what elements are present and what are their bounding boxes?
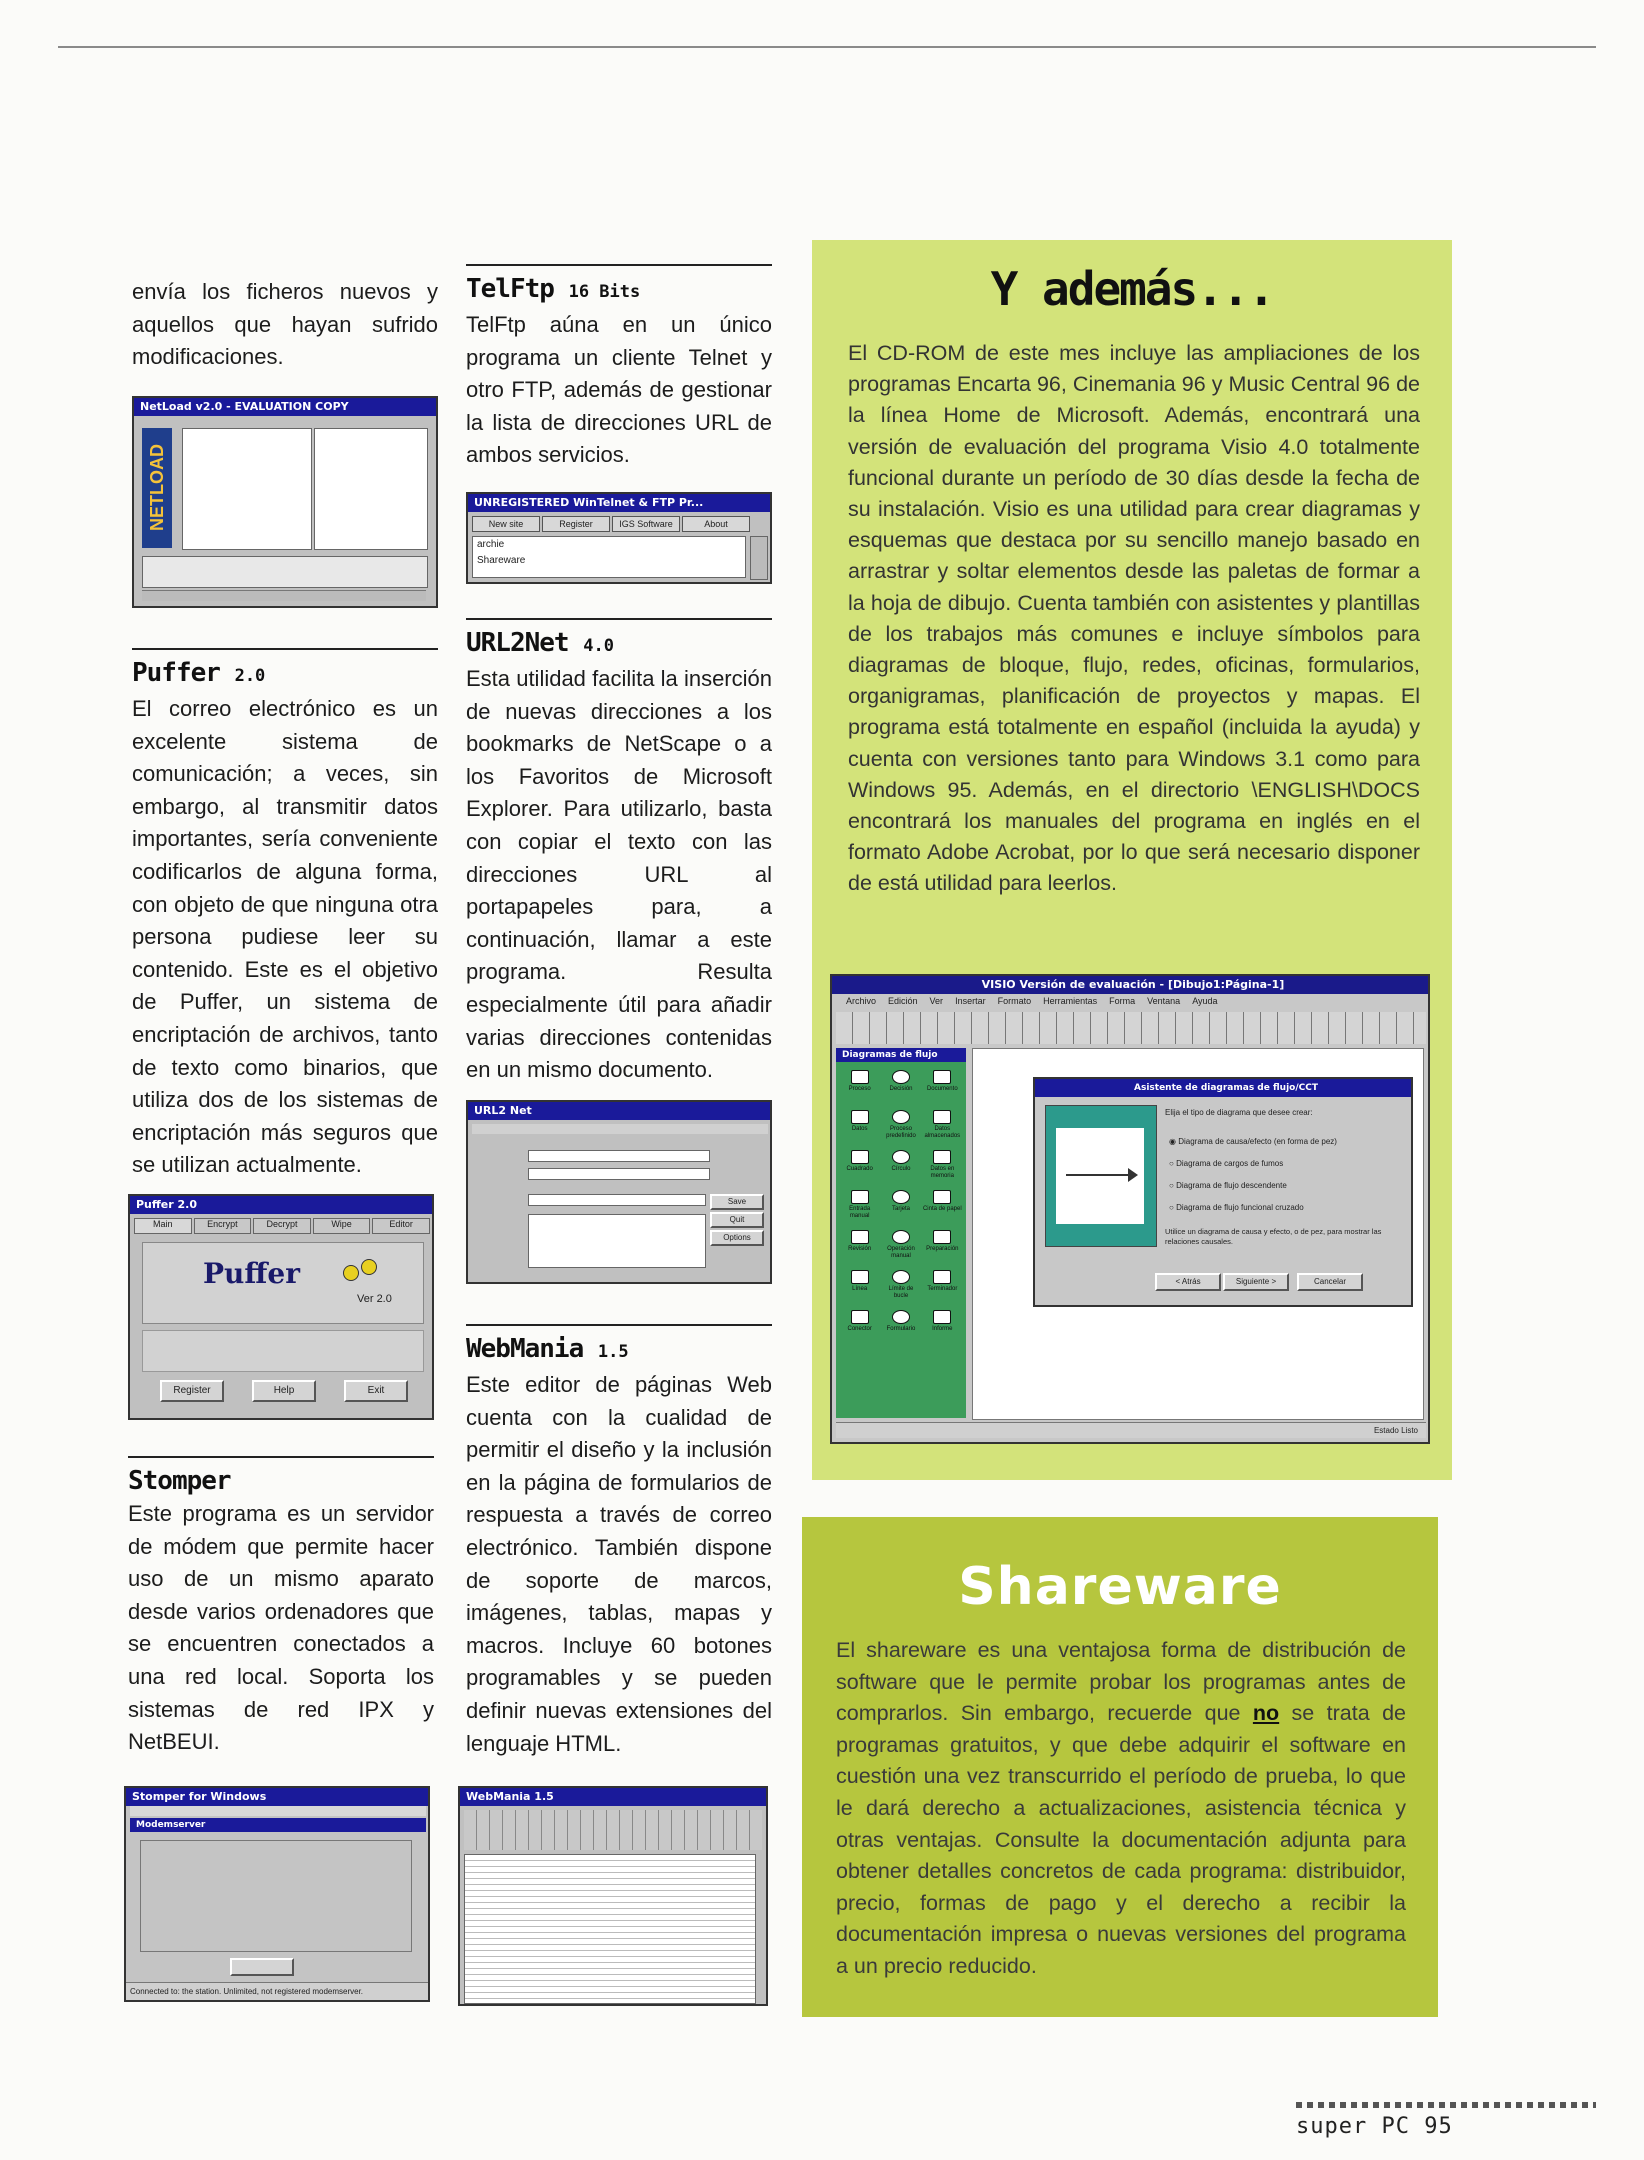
puffer-heading [132, 656, 438, 693]
visio-shape-item[interactable] [840, 1308, 879, 1342]
visio-wizard-dialog [1033, 1077, 1413, 1307]
shape-icon [933, 1270, 951, 1284]
telftp-heading [466, 272, 772, 309]
puffer-register-button[interactable]: Register [160, 1380, 224, 1402]
netload-options [142, 556, 428, 588]
visio-wizard-titlebar: Asistente de diagramas de flujo/CCT [1035, 1079, 1411, 1097]
visio-shape-item[interactable] [840, 1228, 879, 1262]
url2net-description-field[interactable] [528, 1214, 706, 1268]
stomper-section [128, 1456, 434, 1759]
url2net-heading [466, 626, 772, 663]
shareware-paragraph [836, 1635, 1406, 1983]
telftp-section [466, 264, 772, 472]
shape-label: Terminador [927, 1286, 958, 1292]
url2net-save-button[interactable]: Save [710, 1194, 764, 1210]
webmania-screenshot [458, 1786, 768, 2006]
puffer-tab-wipe[interactable]: Wipe [313, 1218, 371, 1234]
visio-shape-item[interactable] [840, 1268, 879, 1302]
shape-icon [851, 1310, 869, 1324]
url2net-bookmark-file-field[interactable] [528, 1150, 710, 1162]
visio-shape-item[interactable] [881, 1308, 920, 1342]
shape-label: Proceso [848, 1086, 871, 1092]
puffer-titlebar: Puffer 2.0 [130, 1196, 432, 1214]
telnet-igs-button[interactable]: IGS Software [612, 516, 680, 532]
visio-status-estado: Estado [1373, 1426, 1399, 1435]
visio-shape-item[interactable] [923, 1148, 962, 1182]
shape-label: Revisión [848, 1246, 872, 1252]
ademas-box [812, 240, 1452, 1480]
visio-option-causa-efecto[interactable]: ◉ Diagrama de causa/efecto (en forma de pez) [1169, 1137, 1337, 1146]
netload-logo: NETLOAD [142, 428, 172, 548]
puffer-tab-editor[interactable]: Editor [372, 1218, 430, 1234]
puffer-eyes-icon [343, 1265, 383, 1281]
netload-tabs [142, 590, 426, 601]
visio-option-causa-efecto-label: Diagrama de causa/efecto (en forma de pez) [1178, 1137, 1337, 1146]
puffer-heading-version: 2.0 [234, 666, 266, 686]
shareware-text-before: El shareware es una ventajosa forma de distribución de software que le permite probar los programas antes de comprarlos. Sin embargo, recuerde que [836, 1638, 1406, 1726]
visio-menu-ventana[interactable]: Ventana [1147, 996, 1181, 1006]
visio-menu-forma[interactable]: Forma [1109, 996, 1136, 1006]
visio-option-cruzado[interactable]: ○ Diagrama de flujo funcional cruzado [1169, 1203, 1304, 1212]
visio-shape-item[interactable] [923, 1068, 962, 1102]
visio-shape-item[interactable] [881, 1268, 920, 1302]
visio-shape-item[interactable] [881, 1148, 920, 1182]
telftp-heading-name: TelFtp [466, 274, 554, 304]
webmania-heading-version: 1.5 [597, 1342, 629, 1362]
puffer-tab-strip [134, 1218, 430, 1234]
shape-label: Preparación [926, 1246, 959, 1252]
url2net-rule [466, 618, 772, 620]
visio-shape-item[interactable] [923, 1188, 962, 1222]
visio-shape-item[interactable] [923, 1108, 962, 1142]
visio-menu-edicion[interactable]: Edición [888, 996, 918, 1006]
puffer-copyright-area [142, 1330, 424, 1372]
telnet-register-button[interactable]: Register [542, 516, 610, 532]
visio-wizard-prompt: Elija el tipo de diagrama que desee crear: [1165, 1108, 1313, 1117]
stomper-panel-title: Modemserver [130, 1818, 426, 1832]
visio-status-listo: Listo [1401, 1426, 1418, 1435]
shape-icon [892, 1110, 910, 1124]
stomper-status-group [140, 1840, 412, 1952]
shape-icon [892, 1190, 910, 1204]
top-rule [58, 46, 1596, 48]
visio-menubar [836, 996, 1426, 1010]
shape-icon [933, 1110, 951, 1124]
visio-screenshot [830, 974, 1430, 1444]
telnet-toolbar [472, 516, 750, 532]
shape-label: Documento [926, 1086, 958, 1092]
fishbone-icon [1056, 1128, 1144, 1224]
shareware-box [802, 1517, 1438, 2017]
telftp-paragraph: TelFtp aúna en un único programa un cliente Telnet y otro FTP, además de gestionar la lista de direcciones URL de ambos servicios. [466, 312, 772, 468]
webmania-heading-name: WebMania [466, 1334, 584, 1364]
shape-label: Decisión [889, 1086, 913, 1092]
telnet-screenshot [466, 492, 772, 584]
webmania-editor[interactable] [464, 1854, 756, 2004]
shape-label: Tarjeta [891, 1206, 910, 1212]
netload-tree [182, 428, 312, 550]
shape-icon [892, 1070, 910, 1084]
shape-label: Formulario [886, 1326, 916, 1332]
visio-stencil-title: Diagramas de flujo [836, 1048, 966, 1062]
shape-label: Línea [852, 1286, 868, 1292]
column-1-intro [132, 276, 438, 374]
puffer-tab-decrypt[interactable]: Decrypt [253, 1218, 311, 1234]
visio-shape-item[interactable] [881, 1108, 920, 1142]
shape-icon [851, 1110, 869, 1124]
stomper-statusbar: Connected to: the station. Unlimited, not registered modemserver. [126, 1982, 430, 2001]
netload-titlebar: NetLoad v2.0 - EVALUATION COPY [134, 398, 436, 416]
visio-option-cargos-label: Diagrama de cargos de fumos [1176, 1159, 1284, 1168]
url2net-heading-name: URL2Net [466, 628, 569, 658]
puffer-section [132, 648, 438, 1182]
telnet-site-shareware[interactable]: Shareware [477, 555, 526, 566]
stomper-rule [128, 1456, 434, 1458]
visio-shape-item[interactable] [923, 1228, 962, 1262]
shape-label: Operación manual [887, 1246, 915, 1259]
shape-label: Círculo [891, 1166, 911, 1172]
visio-next-button[interactable]: Siguiente > [1223, 1273, 1289, 1291]
webmania-section [466, 1324, 772, 1760]
visio-menu-formato[interactable]: Formato [997, 996, 1032, 1006]
puffer-screenshot [128, 1194, 434, 1420]
puffer-paragraph: El correo electrónico es un excelente sistema de comunicación; a veces, sin embargo, al transmitir datos importantes, sería conveniente codificarlos de alguna forma, con objeto de que ninguna otra persona pudiese leer su contenido. Este es el objetivo de Puffer, un sistema de encriptación de archivos, tanto de texto como binarios, que utiliza dos de los sistemas de encriptación más seguros que se utilizan actualmente. [132, 696, 438, 1178]
shape-icon [933, 1150, 951, 1164]
visio-shape-item[interactable] [881, 1188, 920, 1222]
shape-icon [851, 1070, 869, 1084]
url2net-menubar [472, 1124, 768, 1134]
visio-menu-archivo[interactable]: Archivo [846, 996, 877, 1006]
shape-icon [851, 1150, 869, 1164]
webmania-heading [466, 1332, 772, 1369]
shape-icon [851, 1230, 869, 1244]
visio-shape-item[interactable] [881, 1228, 920, 1262]
shape-label: Datos [851, 1126, 868, 1132]
footer-page-label: super PC 95 [1296, 2114, 1453, 2139]
puffer-help-button[interactable]: Help [252, 1380, 316, 1402]
shareware-text-emphasis: no [1252, 1701, 1280, 1726]
visio-shape-grid [840, 1068, 962, 1342]
url2net-title-field[interactable] [528, 1168, 710, 1180]
visio-stencil [836, 1048, 966, 1418]
visio-option-descendente-label: Diagrama de flujo descendente [1176, 1181, 1287, 1190]
visio-shape-item[interactable] [840, 1148, 879, 1182]
shape-icon [892, 1310, 910, 1324]
puffer-banner [142, 1242, 424, 1324]
telnet-scrollbar[interactable] [750, 536, 768, 580]
visio-shape-item[interactable] [881, 1068, 920, 1102]
footer-dotted-rule [1296, 2102, 1596, 2108]
visio-toolbars[interactable] [836, 1012, 1426, 1044]
visio-statusbar [836, 1422, 1426, 1438]
url2net-options-button[interactable]: Options [710, 1230, 764, 1246]
telftp-rule [466, 264, 772, 266]
shape-label: Límite de bucle [888, 1286, 914, 1299]
stomper-heading: Stomper [128, 1466, 231, 1496]
shape-label: Informe [932, 1326, 953, 1332]
shape-icon [933, 1070, 951, 1084]
shape-icon [892, 1230, 910, 1244]
shape-icon [892, 1150, 910, 1164]
stomper-paragraph: Este programa es un servidor de módem que permite hacer uso de un mismo aparato desde varios ordenadores que se encuentren conectados a una red local. Soporta los sistemas de red IPX y NetBEUI. [128, 1501, 434, 1755]
shape-label: Conector [847, 1326, 872, 1332]
visio-shape-item[interactable] [840, 1108, 879, 1142]
telnet-about-button[interactable]: About [682, 516, 750, 532]
shape-icon [892, 1270, 910, 1284]
webmania-toolbar[interactable] [464, 1810, 762, 1850]
url2net-titlebar: URL2 Net [468, 1102, 770, 1120]
visio-menu-insertar[interactable]: Insertar [955, 996, 986, 1006]
puffer-rule [132, 648, 438, 650]
url2net-url-field[interactable] [528, 1194, 706, 1206]
webmania-rule [466, 1324, 772, 1326]
visio-shape-item[interactable] [840, 1068, 879, 1102]
stomper-titlebar: Stomper for Windows [126, 1788, 428, 1806]
visio-menu-ver[interactable]: Ver [929, 996, 944, 1006]
intro-paragraph: envía los ficheros nuevos y aquellos que hayan sufrido modificaciones. [132, 279, 438, 370]
shape-icon [933, 1230, 951, 1244]
puffer-version-label: Ver 2.0 [357, 1293, 392, 1305]
ademas-title: Y además... [990, 262, 1274, 316]
telnet-new-site-button[interactable]: New site [472, 516, 540, 532]
url2net-paragraph: Esta utilidad facilita la inserción de nuevas direcciones a los bookmarks de NetScape o a los Favoritos de Microsoft Explorer. Para utilizarlo, basta con copiar el texto con las direcciones URL al portapapeles para, a continuación, llamar a este programa. Resulta especialmente útil para añadir varias direcciones contenidas en un mismo documento. [466, 666, 772, 1083]
telnet-titlebar: UNREGISTERED WinTelnet & FTP Pr... [468, 494, 770, 512]
shape-label: Cuadrado [846, 1166, 873, 1172]
shape-label: Entrada manual [849, 1206, 871, 1219]
visio-back-button[interactable]: < Atrás [1155, 1273, 1221, 1291]
visio-drawing-page[interactable] [972, 1048, 1424, 1420]
visio-wizard-preview [1045, 1105, 1157, 1247]
shape-label: Datos en memoria [930, 1166, 955, 1179]
shape-icon [933, 1310, 951, 1324]
visio-option-cruzado-label: Diagrama de flujo funcional cruzado [1176, 1203, 1304, 1212]
telnet-site-archie[interactable]: archie [477, 539, 505, 550]
shape-icon [851, 1270, 869, 1284]
netload-list [314, 428, 428, 550]
visio-wizard-hint: Utilice un diagrama de causa y efecto, o de pez, para mostrar las relaciones causales. [1165, 1227, 1382, 1246]
url2net-section [466, 618, 772, 1087]
visio-shape-item[interactable] [840, 1188, 879, 1222]
visio-cancel-button[interactable]: Cancelar [1297, 1273, 1363, 1291]
shape-label: Datos almacenados [924, 1126, 961, 1139]
puffer-exit-button[interactable]: Exit [344, 1380, 408, 1402]
url2net-heading-version: 4.0 [583, 636, 614, 656]
visio-shape-item[interactable] [923, 1268, 962, 1302]
shape-icon [851, 1190, 869, 1204]
puffer-heading-name: Puffer [132, 658, 220, 688]
visio-menu-ayuda[interactable]: Ayuda [1192, 996, 1218, 1006]
visio-menu-herramientas[interactable]: Herramientas [1043, 996, 1098, 1006]
visio-option-descendente[interactable]: ○ Diagrama de flujo descendente [1169, 1181, 1287, 1190]
visio-titlebar: VISIO Versión de evaluación - [Dibujo1:Página-1] [832, 976, 1428, 994]
stomper-screenshot [124, 1786, 430, 2002]
url2net-quit-button[interactable]: Quit [710, 1212, 764, 1228]
shape-label: Cinta de papel [922, 1206, 962, 1212]
shape-icon [933, 1190, 951, 1204]
url2net-screenshot [466, 1100, 772, 1284]
netload-screenshot [132, 396, 438, 608]
telftp-heading-version: 16 Bits [568, 282, 641, 302]
ademas-paragraph: El CD-ROM de este mes incluye las ampliaciones de los programas Encarta 96, Cinemania 96 y Music Central 96 de la línea Home de Microsoft. Además, encontrará una versión de evaluación del programa Visio 4.0 totalmente funcional durante un período de 30 días desde la fecha de su instalación. Visio es una utilidad para crear diagramas y esquemas que destaca por su sencillo manejo basado en arrastrar y soltar elementos desde las paletas de formar a la hoja de dibujo. Cuenta también con asistentes y plantillas de los trabajos más comunes e incluye símbolos para diagramas de bloque, flujo, redes, oficinas, formularios, organigramas, planificación de proyectos y mapas. El programa está totalmente en español (incluida la ayuda) y cuenta con versiones tanto para Windows 3.1 como para Windows 95. Además, en el directorio \ENGLISH\DOCS encontrará los manuales del programa en inglés en el formato Adobe Acrobat, por lo que será necesario disponer de está utilidad para leerlos. [848, 341, 1420, 896]
webmania-titlebar: WebMania 1.5 [460, 1788, 766, 1806]
visio-wizard-options [1169, 1131, 1405, 1219]
webmania-paragraph: Este editor de páginas Web cuenta con la cualidad de permitir el diseño y la inclusión en la página de formularios de respuesta a través de correo electrónico. También dispone de soporte de marcos, imágenes, tablas, mapas y macros. Incluye 60 botones programables y se pueden definir nuevas extensiones del lenguaje HTML. [466, 1372, 772, 1756]
shareware-title: Shareware [958, 1557, 1282, 1617]
visio-shape-item[interactable] [923, 1308, 962, 1342]
shape-label: Proceso predefinido [886, 1126, 916, 1139]
telnet-site-list[interactable] [472, 536, 746, 578]
stomper-cancel-button[interactable] [230, 1958, 294, 1976]
puffer-tab-encrypt[interactable]: Encrypt [194, 1218, 252, 1234]
puffer-tab-main[interactable]: Main [134, 1218, 192, 1234]
puffer-logo-text: Puffer [203, 1257, 300, 1290]
shareware-text-after: se trata de programas gratuitos, y que debe adquirir el software en cuestión una vez transcurrido el período de prueba, lo que le dará derecho a actualizaciones, asistencia técnica y otras ventajas. Consulte la documentación adjunta para obtener detalles concretos de cada programa: distribuidor, precio, formas de pago y el derecho a recibir la documentación impresa o nuevas versiones del programa a un precio reducido. [836, 1701, 1406, 1978]
visio-option-cargos[interactable]: ○ Diagrama de cargos de fumos [1169, 1159, 1284, 1168]
stomper-menubar [130, 1806, 426, 1816]
